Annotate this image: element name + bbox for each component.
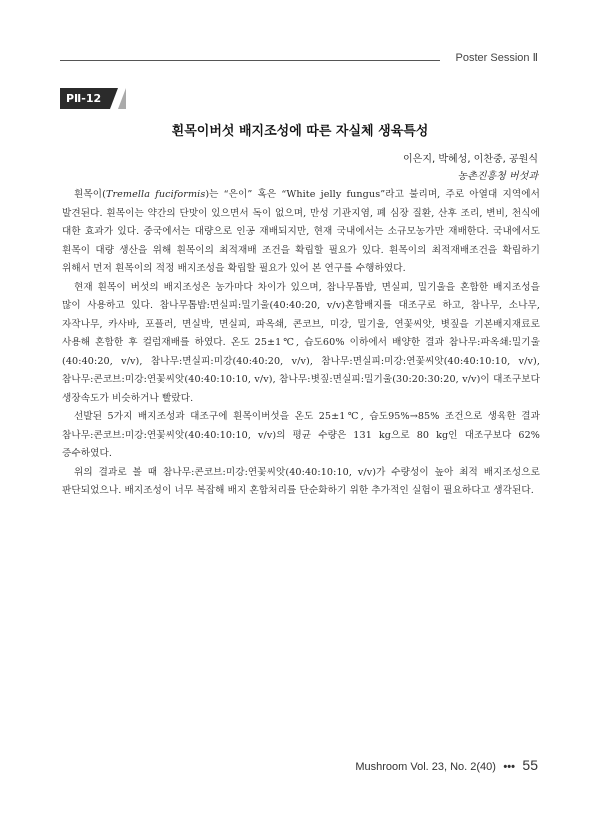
abstract-body — [62, 186, 540, 501]
paragraph-4: 위의 결과로 볼 때 참나무:콘코브:미강:연꽃씨앗(40:40:10:10, v/v)가 수량성이 높아 최적 배지조성으로 판단되었으나. 배지조성이 너무 복잡해 배지 혼합처리를 단순화하기 위한 추가적인 실험이 필요하다고 생각된다. — [62, 466, 540, 496]
paragraph-3: 선발된 5가지 배지조성과 대조구에 흰목이버섯을 온도 25±1℃, 습도95%→85% 조건으로 생육한 결과 참나무:콘코브:미강:연꽃씨앗(40:40:10:10, v/v)의 평균 수량은 131 kg으로 80 kg인 대조구보다 62% 증수하였다. — [62, 411, 540, 459]
session-label: Poster Session Ⅱ — [455, 52, 538, 64]
page-footer — [355, 757, 538, 775]
journal-citation: Mushroom Vol. 23, No. 2(40) — [355, 761, 496, 773]
badge-shade — [118, 88, 126, 109]
poster-code: PⅡ-12 — [60, 88, 110, 109]
affiliation: 농촌진흥청 버섯과 — [457, 171, 538, 182]
page-number: 55 — [522, 757, 538, 773]
paragraph-1: 흰목이(Tremella fuciformis)는 “은이” 혹은 “White jelly fungus”라고 불리며, 주로 아열대 지역에서 발견된다. 흰목이는 약간의 단맛이 있으면서 독이 없으며, 만성 기관지염, 폐 심장 질환, 산후 조리, 변비, 천식에 대한 효과가 있다. 중국에서는 대량으로 인공 재배되지만, 현재 국내에서는 소규모농가만 재배한다. 국내에서도 흰목이 대량 생산을 위해 흰목이의 최적재배 조건을 확립할 필요가 있다. 흰목이의 최적재배조건을 확립하기 위해서 먼저 흰목이의 적정 배지조성을 확립할 필요가 있어 본 연구를 수행하였다. — [62, 189, 540, 274]
scientific-name: Tremella fuciformis — [105, 189, 206, 200]
badge-slant — [110, 88, 118, 109]
author-list: 이은지, 박혜성, 이찬중, 공원식 — [403, 154, 538, 165]
header-rule — [60, 60, 440, 61]
poster-code-badge — [60, 88, 122, 109]
article-title: 흰목이버섯 배지조성에 따른 자실체 생육특성 — [171, 124, 429, 139]
paragraph-2: 현재 흰목이 버섯의 배지조성은 농가마다 차이가 있으며, 참나무톱밥, 면실피, 밀기울을 혼합한 배지조성을 많이 사용하고 있다. 참나무톱밥:면실피:밀기울(40:40:20, v/v)혼합배지를 대조구로 하고, 참나무, 소나무, 자작나무, 카사바, 포플러, 면실박, 면실피, 파옥쇄, 콘코브, 미강, 밀기울, 연꽃씨앗, 볏짚을 기본배지재료로 사용해 혼합한 후 컬럼재배를 하였다. 온도 25±1℃, 습도60% 이하에서 배양한 결과 참나무:파옥쇄:밀기울(40:40:20, v/v), 참나무:면실피:미강(40:40:20, v/v), 참나무:면실피:미강:연꽃씨앗(40:40:10:10, v/v), 참나무:콘코브:미강:연꽃씨앗(40:40:10:10, v/v), 참나무:볏짚:면실피:밀기울(30:20:30:20, v/v)이 대조구보다 생장속도가 비슷하거나 빨랐다. — [62, 281, 540, 404]
footer-dots: ••• — [503, 761, 515, 773]
